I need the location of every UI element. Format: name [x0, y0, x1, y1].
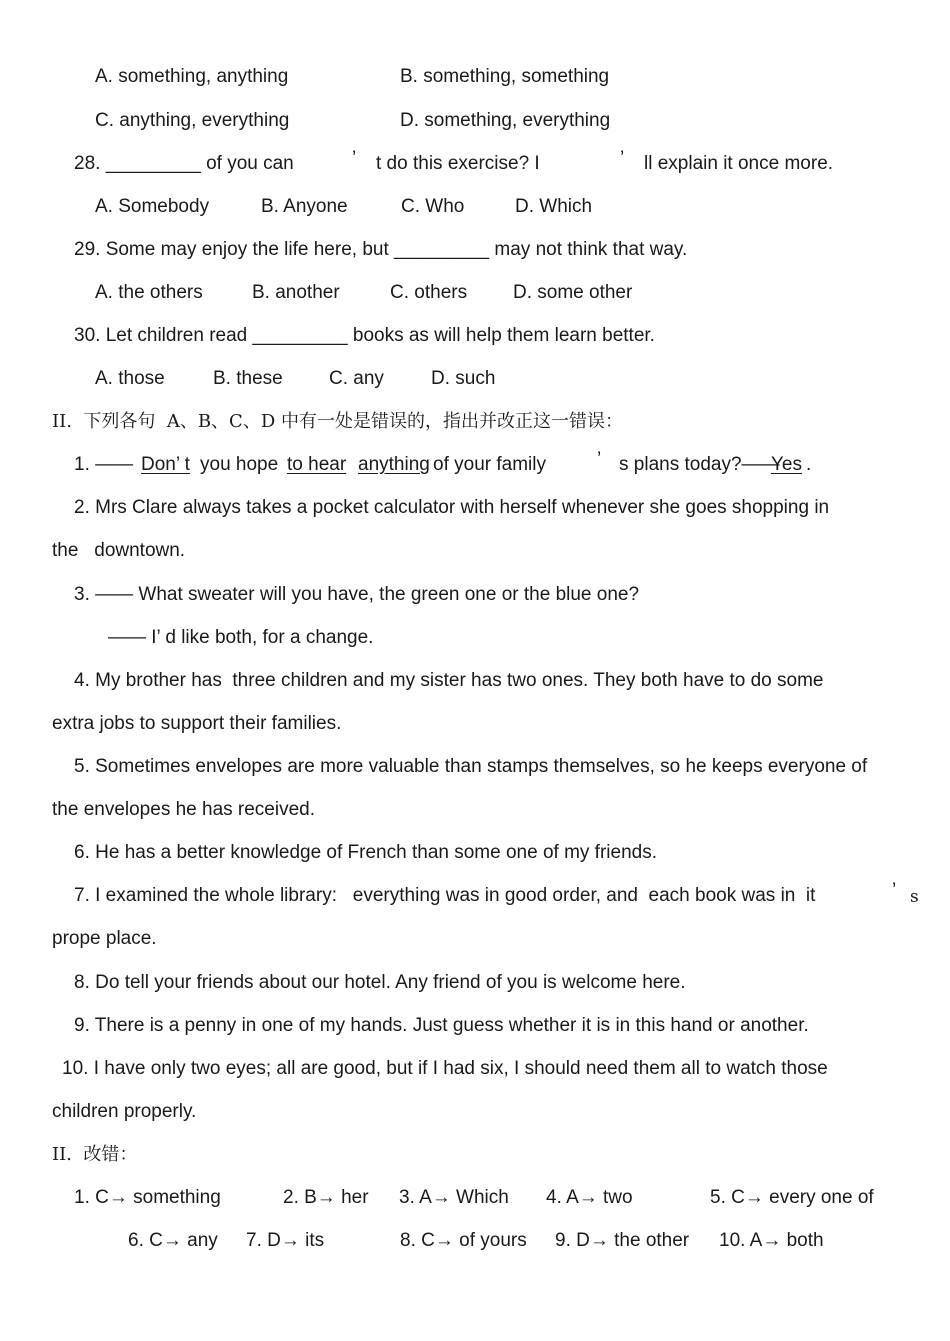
q27-option-a: A. something, anything: [95, 66, 289, 87]
e1-number: 1. ——: [74, 454, 134, 475]
e4-line-2: extra jobs to support their families.: [52, 713, 342, 734]
e5-line-1: 5. Sometimes envelopes are more valuable than stamps themselves, so he keeps everyone of: [74, 756, 868, 777]
e6-line-1: 6. He has a better knowledge of French than some one of my friends.: [74, 842, 657, 863]
e7-line-2: prope place.: [52, 928, 157, 949]
e4-line-1: 4. My brother has three children and my sister has two ones. They both have to do some: [74, 670, 824, 691]
q30-option-b: B. these: [213, 368, 283, 389]
answer-2: 2. B→ her: [283, 1187, 369, 1208]
e1-text-3: s plans today?——: [619, 454, 780, 475]
q28-option-d: D. Which: [515, 196, 593, 217]
e1-anything: anything: [358, 454, 430, 475]
q29-option-d: D. some other: [513, 282, 633, 303]
e3-line-2: —— I’ d like both, for a change.: [108, 627, 374, 648]
q30-stem: 30. Let children read _________ books as will help them learn better.: [74, 325, 655, 346]
q28-option-c: C. Who: [401, 196, 465, 217]
answer-1: 1. C→ something: [74, 1187, 221, 1208]
q30-option-d: D. such: [431, 368, 496, 389]
q30-option-c: C. any: [329, 368, 384, 389]
q27-option-d: D. something, everything: [400, 110, 611, 131]
e1-apostrophe: ’: [597, 449, 602, 470]
answer-9: 9. D→ the other: [555, 1230, 690, 1251]
q28-stem-end: ll explain it once more.: [644, 153, 834, 174]
e2-line-2: the downtown.: [52, 540, 186, 561]
q30-option-a: A. those: [95, 368, 165, 389]
answer-6: 6. C→ any: [128, 1230, 218, 1251]
e1-dont: Don’ t: [141, 454, 190, 475]
q28-option-a: A. Somebody: [95, 196, 210, 217]
q27-option-c: C. anything, everything: [95, 110, 290, 131]
answer-4: 4. A→ two: [546, 1187, 633, 1208]
q28-stem: 28. _________ of you can: [74, 153, 294, 174]
e7-apostrophe: ’: [892, 880, 897, 901]
e1-text-2: of your family: [433, 454, 546, 475]
q28-stem-mid: t do this exercise? I: [376, 153, 540, 174]
answer-10: 10. A→ both: [719, 1230, 824, 1251]
q28-option-b: B. Anyone: [261, 196, 348, 217]
answer-3: 3. A→ Which: [399, 1187, 509, 1208]
q29-option-b: B. another: [252, 282, 340, 303]
e8-line-1: 8. Do tell your friends about our hotel. Any friend of you is welcome here.: [74, 972, 686, 993]
q29-option-a: A. the others: [95, 282, 203, 303]
answer-8: 8. C→ of yours: [400, 1230, 527, 1251]
e1-yes: Yes: [771, 454, 802, 475]
q28-apostrophe-1: ’: [352, 148, 357, 169]
q29-option-c: C. others: [390, 282, 468, 303]
q29-stem: 29. Some may enjoy the life here, but _________ may not think that way.: [74, 239, 688, 260]
e10-line-1: 10. I have only two eyes; all are good, but if I had six, I should need them all to watch those: [62, 1058, 828, 1079]
e1-to-hear: to hear: [287, 454, 347, 475]
e3-line-1: 3. —— What sweater will you have, the green one or the blue one?: [74, 584, 640, 605]
e7-line-1: 7. I examined the whole library: everything was in good order, and each book was in it: [74, 885, 816, 906]
e1-period: .: [806, 454, 812, 475]
e10-line-2: children properly.: [52, 1101, 197, 1122]
answers-heading: II. 改错：: [52, 1144, 138, 1165]
e5-line-2: the envelopes he has received.: [52, 799, 316, 820]
q28-apostrophe-2: ’: [620, 148, 625, 169]
e1-text-1: you hope: [200, 454, 279, 475]
section-heading: II. 下列各句 A、B、C、D 中有一处是错误的，指出并改正这一错误：: [52, 411, 623, 432]
e7-s: s: [910, 887, 919, 907]
q27-option-b: B. something, something: [400, 66, 610, 87]
e2-line-1: 2. Mrs Clare always takes a pocket calculator with herself whenever she goes shopping in: [74, 497, 830, 518]
answer-7: 7. D→ its: [246, 1230, 325, 1251]
answer-5: 5. C→ every one of: [710, 1187, 874, 1208]
e9-line-1: 9. There is a penny in one of my hands. Just guess whether it is in this hand or another.: [74, 1015, 809, 1036]
